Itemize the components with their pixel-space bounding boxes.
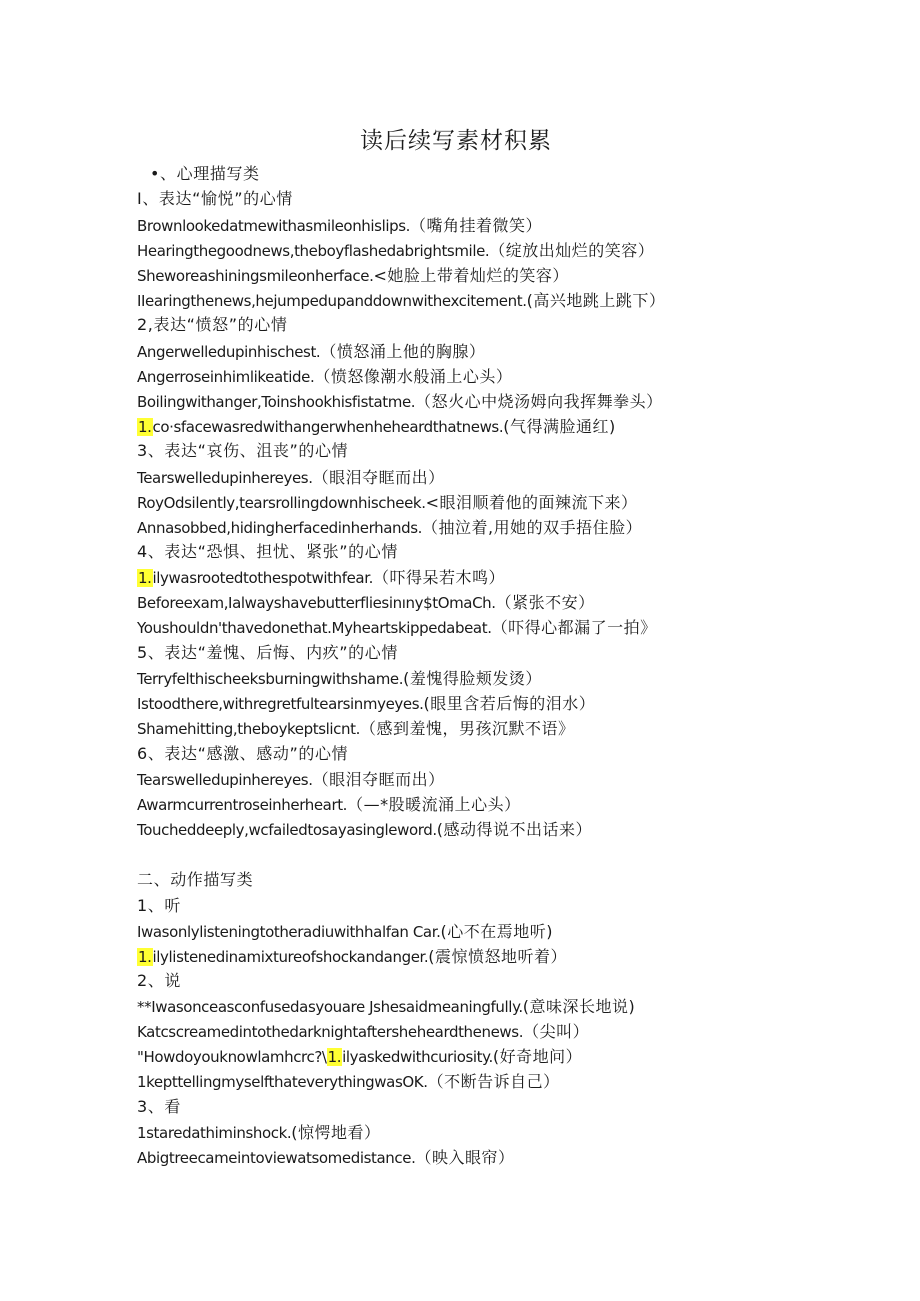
phrase-line: [137, 290, 665, 312]
phrase-en: Terryfelthischeeksburningwithshame.: [137, 670, 404, 688]
phrase-en: Tearswelledupinhereyes.: [137, 771, 313, 789]
phrase-line: [137, 517, 642, 539]
phrase-cn: （绽放出灿烂的笑容）: [489, 241, 655, 260]
phrase-line: [137, 794, 521, 816]
phrase-en: 1staredathiminshock.: [137, 1124, 292, 1142]
phrase-cn: （嘴角挂着微笑）: [410, 216, 543, 235]
group-heading: 5、表达“羞愧、后悔、内疚”的心情: [137, 643, 398, 662]
phrase-cn: （怒火心中烧汤姆向我挥舞拳头）: [415, 392, 663, 411]
phrase-en: Awarmcurrentroseinherheart.: [137, 796, 348, 814]
group-heading: 4、表达“恐惧、担忧、紧张”的心情: [137, 542, 398, 561]
phrase-cn: (好奇地问）: [492, 1047, 583, 1066]
phrase-cn: （抽泣着,用她的双手捂住脸）: [422, 518, 643, 537]
phrase-en: Tearswelledupinhereyes.: [137, 469, 313, 487]
phrase-cn: （眼泪夺眶而出）: [312, 468, 445, 487]
phrase-cn: （吓得心都漏了一拍》: [491, 618, 657, 637]
phrase-en: Hearingthegoodnews,theboyflashedabrightsmile.: [137, 242, 490, 260]
phrase-cn: (羞愧得脸颊发烫）: [403, 669, 542, 688]
phrase-line: [137, 668, 542, 690]
phrase-en: ilywasrootedtothespotwithfear.: [152, 569, 373, 587]
phrase-cn: (震惊愤怒地听着）: [428, 947, 568, 966]
phrase-line: [137, 1021, 589, 1043]
phrase-en: Beforeexam,Ialwayshavebutterfliesinıny$tOmaCh.: [137, 594, 496, 612]
phrase-cn: （尖叫）: [523, 1022, 590, 1041]
group-heading: 6、表达“感激、感动”的心情: [137, 744, 349, 763]
phrase-cn: (气得满脸通红): [503, 417, 616, 436]
phrase-cn: (意味深长地说): [522, 997, 636, 1016]
group-heading: I、表达“愉悦”的心情: [137, 189, 293, 208]
phrase-cn: （—*股暖流涌上心头）: [347, 795, 521, 814]
page-title: 读后续写素材积累: [360, 128, 552, 154]
phrase-en: Abigtreecameintoviewatsomedistance.: [137, 1149, 416, 1167]
phrase-cn: <她脸上带着灿烂的笑容）: [373, 266, 569, 285]
phrase-line: [137, 693, 595, 715]
group-heading: 1、听: [137, 896, 181, 915]
phrase-cn: （吓得呆若木鸣）: [372, 568, 505, 587]
phrase-cn: (感动得说不出话来）: [436, 820, 593, 839]
phrase-cn: （紧张不安）: [495, 593, 595, 612]
phrase-en: Katcscreamedintothedarknightaftersheheardthenews.: [137, 1023, 524, 1041]
phrase-en: ilyaskedwithcuriosity.: [342, 1048, 493, 1066]
phrase-en: RoyOdsilently,tearsrollingdownhischeek.: [137, 494, 426, 512]
phrase-cn: (心不在焉地听): [440, 922, 553, 941]
phrase-en: Toucheddeeply,wcfailedtosayasingleword.: [137, 821, 437, 839]
phrase-line: [137, 769, 445, 791]
phrase-en: ilylistenedinamixtureofshockandanger.: [152, 948, 429, 966]
phrase-line: [137, 1046, 582, 1068]
group-heading: 3、看: [137, 1097, 181, 1116]
phrase-line: [137, 391, 663, 413]
phrase-cn: （不断告诉自己）: [427, 1072, 560, 1091]
phrase-line: [137, 617, 657, 639]
phrase-line: [137, 718, 575, 740]
group-heading: 2、说: [137, 971, 181, 990]
phrase-en: co·sfacewasredwithangerwhenheheardthatnews.: [152, 418, 504, 436]
phrase-en: Iwasonlylisteningtotheradiuwithhalfan Car.: [137, 923, 441, 941]
group-heading: 2,表达“愤怒”的心情: [137, 315, 288, 334]
highlight-mark: 1.: [138, 418, 152, 436]
phrase-cn: （愤怒像潮水般涌上心头）: [314, 367, 513, 386]
phrase-line: [137, 492, 638, 514]
phrase-cn: <眼泪顺着他的面辣流下来）: [425, 493, 638, 512]
phrase-en: "Howdoyouknowlamhcrc?\: [137, 1048, 327, 1066]
phrase-en: Boilingwithanger,Toinshookhisfistatme.: [137, 393, 416, 411]
phrase-line: [137, 567, 505, 589]
phrase-line: [137, 416, 616, 438]
section-heading: 二、动作描写类: [137, 870, 254, 889]
phrase-line: [137, 265, 569, 287]
phrase-cn: (眼里含若后悔的泪水）: [423, 694, 596, 713]
phrase-line: [137, 215, 542, 237]
phrase-line: [137, 921, 553, 943]
phrase-en: Brownlookedatmewithasmileonhislips.: [137, 217, 411, 235]
phrase-en: Shamehitting,theboykeptslicnt.: [137, 720, 360, 738]
phrase-line: [137, 1147, 514, 1169]
phrase-en: Sheworeashiningsmileonherface.: [137, 267, 374, 285]
phrase-cn: (高兴地跳上跳下）: [526, 291, 666, 310]
phrase-en: Annasobbed,hidingherfacedinherhands.: [137, 519, 423, 537]
phrase-cn: （愤怒涌上他的胸腺）: [320, 342, 486, 361]
phrase-line: [137, 366, 512, 388]
phrase-en: Angerroseinhimlikeatide.: [137, 368, 315, 386]
highlight-mark: 1.: [327, 1048, 342, 1066]
phrase-line: [137, 240, 654, 262]
phrase-en: Youshouldn'thavedonethat.Myheartskippedabeat.: [137, 619, 492, 637]
phrase-en: IIearingthenews,hejumpedupanddownwithexcitement.: [137, 292, 527, 310]
phrase-cn: （映入眼帘）: [415, 1148, 515, 1167]
group-heading: 3、表达“哀伤、沮丧”的心情: [137, 441, 349, 460]
phrase-cn: (惊愕地看）: [291, 1123, 381, 1142]
phrase-cn: （感到羞愧，男孩沉默不语》: [360, 719, 575, 738]
phrase-line: [137, 467, 445, 489]
phrase-line: [137, 1122, 381, 1144]
highlight-mark: 1.: [138, 948, 152, 966]
phrase-line: [137, 996, 635, 1018]
phrase-en: **Iwasonceasconfusedasyouare Jshesaidmeaningfully.: [137, 998, 523, 1016]
section-heading: •、心理描写类: [150, 164, 260, 183]
phrase-en: Istoodthere,withregretfultearsinmyeyes.: [137, 695, 424, 713]
phrase-line: [137, 592, 595, 614]
phrase-line: [137, 1071, 560, 1093]
phrase-line: [137, 819, 592, 841]
phrase-line: [137, 946, 567, 968]
phrase-en: 1kepttellingmyselfthateverythingwasOK.: [137, 1073, 428, 1091]
phrase-en: Angerwelledupinhischest.: [137, 343, 321, 361]
highlight-mark: 1.: [138, 569, 152, 587]
phrase-line: [137, 341, 485, 363]
phrase-cn: （眼泪夺眶而出）: [312, 770, 445, 789]
